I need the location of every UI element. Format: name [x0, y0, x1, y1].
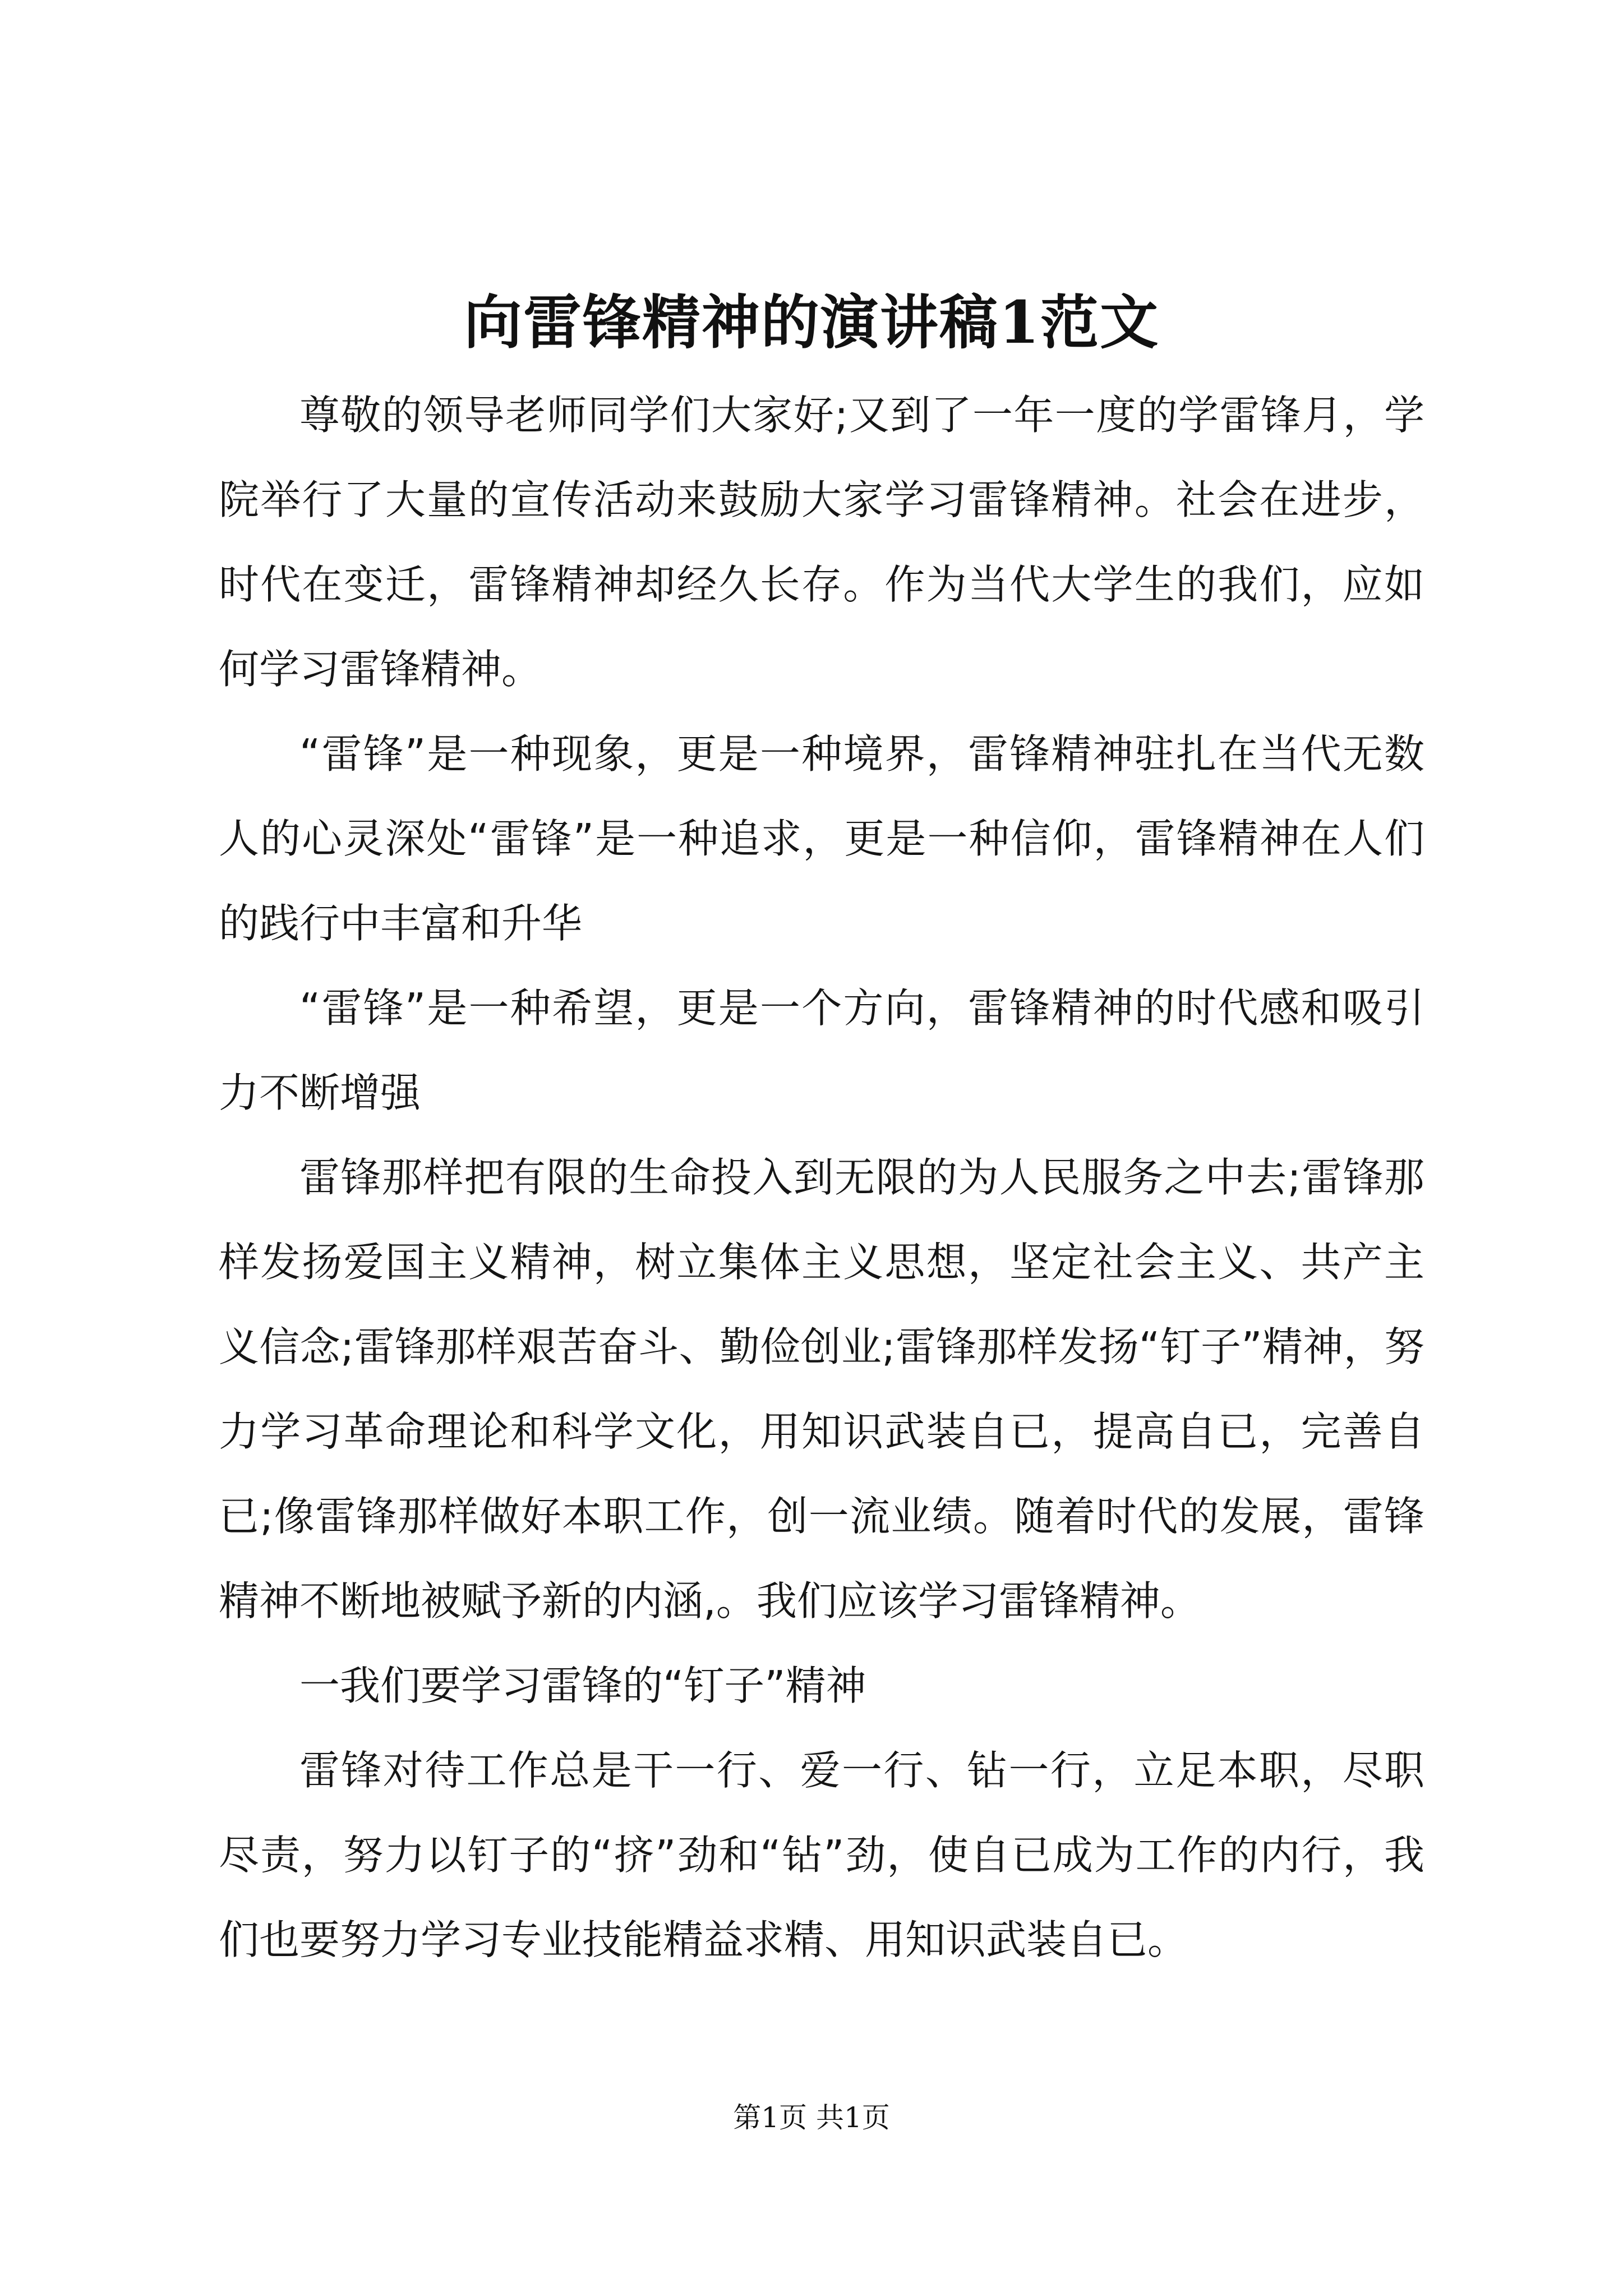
paragraph-examples: 雷锋那样把有限的生命投入到无限的为人民服务之中去;雷锋那样发扬爱国主义精神，树立集体主义思想，坚定社会主义、共产主义信念;雷锋那样艰苦奋斗、勤俭创业;雷锋那样发扬“钉子”精神，努力学习革命理论和科学文化，用知识武装自已，提高自已，完善自已;像雷锋那样做好本职工作，创一流业绩。随着时代的发展，雷锋精神不断地被赋予新的内涵,。我们应该学习雷锋精神。 [219, 1154, 1424, 1625]
paragraph-section-heading: 一我们要学习雷锋的“钉子”精神 [299, 1662, 866, 1709]
page-footer: 第1页 共1页 [733, 2101, 890, 2134]
document-body [219, 373, 1424, 1982]
paragraph-greeting: 尊敬的领导老师同学们大家好;又到了一年一度的学雷锋月，学院举行了大量的宣传活动来鼓励大家学习雷锋精神。社会在进步，时代在变迁，雷锋精神却经久长存。作为当代大学生的我们，应如何学习雷锋精神。 [219, 392, 1424, 693]
paragraph-hope: “雷锋”是一种希望，更是一个方向，雷锋精神的时代感和吸引力不断增强 [219, 984, 1424, 1116]
document-title: 向雷锋精神的演讲稿1范文 [463, 288, 1160, 357]
paragraph-phenomenon: “雷锋”是一种现象，更是一种境界，雷锋精神驻扎在当代无数人的心灵深处“雷锋”是一种追求，更是一种信仰，雷锋精神在人们的践行中丰富和升华 [219, 730, 1424, 947]
paragraph-work-attitude: 雷锋对待工作总是干一行、爱一行、钻一行，立足本职，尽职尽责，努力以钉子的“挤”劲和“钻”劲，使自已成为工作的内行，我们也要努力学习专业技能精益求精、用知识武装自已。 [219, 1747, 1424, 1963]
